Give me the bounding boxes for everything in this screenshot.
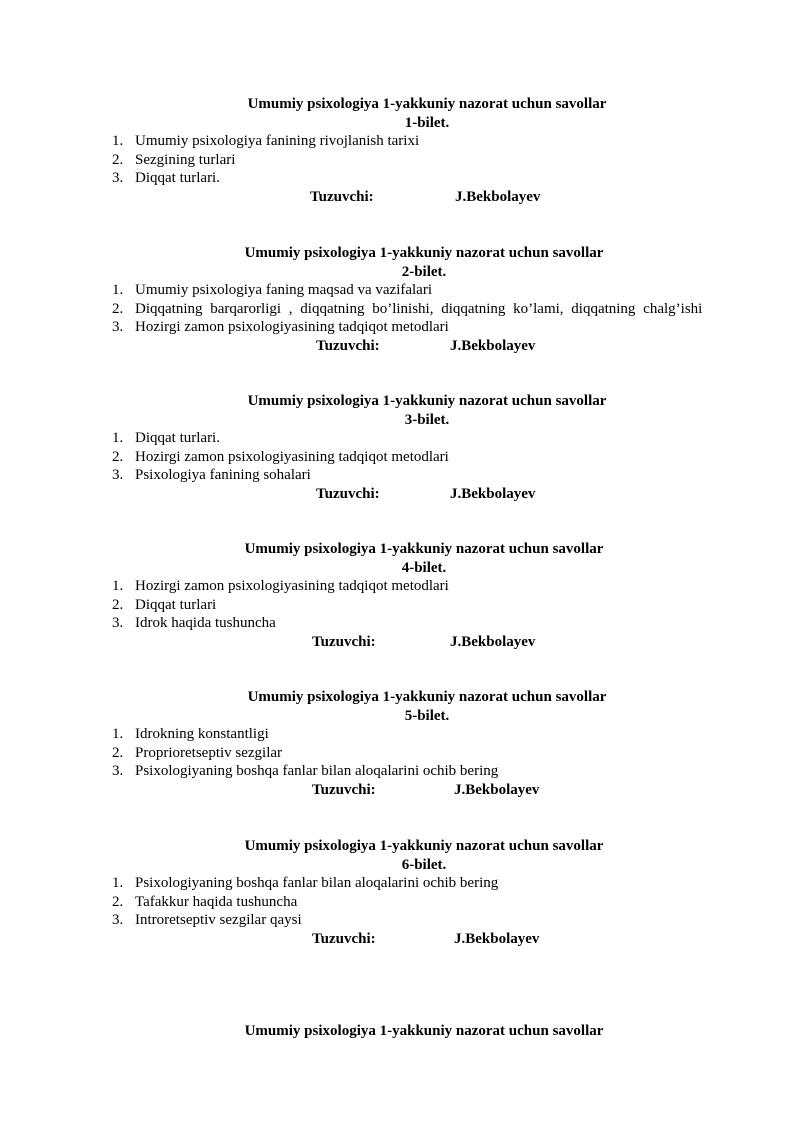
- author-line: [112, 781, 752, 800]
- ticket-number: 1-bilet.: [404, 114, 450, 131]
- question-number: 2.: [112, 448, 124, 465]
- question-text: Diqqat turlari.: [135, 170, 220, 186]
- question-text: Hozirgi zamon psixologiyasining tadqiqot metodlari: [135, 319, 449, 335]
- question-number: 1.: [112, 726, 124, 742]
- ticket-6: [112, 837, 752, 948]
- question-item: [112, 300, 752, 319]
- ticket-title: Umumiy psixologiya 1-yakkuniy nazorat uchun savollar: [247, 96, 607, 112]
- question-number: 3.: [112, 615, 124, 631]
- author-label: Tuzuvchi:: [312, 930, 376, 947]
- question-list: [112, 725, 752, 781]
- question-number: 3.: [112, 467, 124, 483]
- question-number: 3.: [112, 319, 124, 335]
- question-item: [112, 132, 752, 151]
- author-line: [112, 930, 752, 949]
- ticket-title: Umumiy psixologiya 1-yakkuniy nazorat uchun savollar: [247, 689, 607, 705]
- question-item: [112, 596, 752, 615]
- author-line: [112, 485, 752, 504]
- author-name: J.Bekbolayev: [450, 337, 536, 354]
- question-list: [112, 281, 752, 337]
- author-line: [112, 188, 752, 207]
- author-line: [112, 337, 752, 356]
- question-text: Hozirgi zamon psixologiyasining tadqiqot metodlari: [135, 448, 449, 465]
- question-number: 2.: [112, 744, 124, 761]
- ticket-number: 2-bilet.: [401, 263, 447, 280]
- question-item: [112, 466, 752, 485]
- question-text: Umumiy psixologiya fanining rivojlanish tarixi: [135, 133, 420, 149]
- author-name: J.Bekbolayev: [455, 188, 541, 205]
- question-item: [112, 744, 752, 763]
- question-item: [112, 318, 752, 337]
- question-item: [112, 874, 752, 893]
- ticket-title: Umumiy psixologiya 1-yakkuniy nazorat uchun savollar: [244, 838, 604, 854]
- author-label: Tuzuvchi:: [312, 633, 376, 650]
- question-number: 2.: [112, 596, 124, 613]
- question-text: Hozirgi zamon psixologiyasining tadqiqot metodlari: [135, 578, 449, 594]
- question-number: 3.: [112, 912, 124, 928]
- question-text: Sezgining turlari: [135, 151, 236, 168]
- author-label: Tuzuvchi:: [316, 485, 380, 502]
- question-number: 2.: [112, 300, 124, 317]
- ticket-1: [112, 95, 752, 206]
- author-label: Tuzuvchi:: [312, 781, 376, 798]
- ticket-number: 3-bilet.: [404, 411, 450, 428]
- question-number: 1.: [112, 282, 124, 298]
- question-item: [112, 577, 752, 596]
- question-item: [112, 429, 752, 448]
- question-item: [112, 893, 752, 912]
- author-label: Tuzuvchi:: [316, 337, 380, 354]
- question-list: [112, 429, 752, 485]
- question-list: [112, 577, 752, 633]
- question-list: [112, 132, 752, 188]
- ticket-4: [112, 540, 752, 651]
- question-number: 1.: [112, 578, 124, 594]
- author-name: J.Bekbolayev: [450, 485, 536, 502]
- question-item: [112, 725, 752, 744]
- ticket-title: Umumiy psixologiya 1-yakkuniy nazorat uchun savollar: [247, 393, 607, 409]
- ticket-number: 4-bilet.: [401, 559, 447, 576]
- question-item: [112, 281, 752, 300]
- question-list: [112, 874, 752, 930]
- ticket-7: [112, 1022, 752, 1041]
- question-item: [112, 169, 752, 188]
- ticket-title: Umumiy psixologiya 1-yakkuniy nazorat uchun savollar: [244, 245, 604, 261]
- ticket-number: 6-bilet.: [401, 856, 447, 873]
- ticket-3: [112, 392, 752, 503]
- ticket-title: Umumiy psixologiya 1-yakkuniy nazorat uchun savollar: [244, 541, 604, 557]
- question-text: Psixologiyaning boshqa fanlar bilan aloqalarini ochib bering: [135, 875, 499, 891]
- question-item: [112, 614, 752, 633]
- question-text: Diqqatning barqarorligi , diqqatning bo’linishi, diqqatning ko’lami, diqqatning chalg’ishi: [135, 300, 703, 317]
- question-item: [112, 151, 752, 170]
- question-text: Umumiy psixologiya faning maqsad va vazifalari: [135, 282, 433, 298]
- question-item: [112, 448, 752, 467]
- author-name: J.Bekbolayev: [454, 781, 540, 798]
- question-number: 1.: [112, 430, 124, 446]
- question-text: Diqqat turlari.: [135, 430, 220, 446]
- question-number: 2.: [112, 893, 124, 910]
- question-number: 3.: [112, 170, 124, 186]
- question-text: Psixologiya fanining sohalari: [135, 467, 311, 483]
- author-name: J.Bekbolayev: [450, 633, 536, 650]
- question-number: 1.: [112, 133, 124, 149]
- ticket-title: Umumiy psixologiya 1-yakkuniy nazorat uchun savollar: [244, 1023, 604, 1039]
- question-text: Tafakkur haqida tushuncha: [135, 893, 298, 910]
- question-text: Diqqat turlari: [135, 596, 217, 613]
- question-item: [112, 762, 752, 781]
- question-number: 2.: [112, 151, 124, 168]
- question-text: Proprioretseptiv sezgilar: [135, 744, 283, 761]
- author-label: Tuzuvchi:: [310, 188, 374, 205]
- question-text: Idrok haqida tushuncha: [135, 615, 276, 631]
- question-number: 3.: [112, 763, 124, 779]
- ticket-number: 5-bilet.: [404, 707, 450, 724]
- question-item: [112, 911, 752, 930]
- question-text: Psixologiyaning boshqa fanlar bilan aloqalarini ochib bering: [135, 763, 499, 779]
- ticket-5: [112, 688, 752, 799]
- question-number: 1.: [112, 875, 124, 891]
- question-text: Introretseptiv sezgilar qaysi: [135, 912, 302, 928]
- ticket-2: [112, 244, 752, 355]
- question-text: Idrokning konstantligi: [135, 726, 269, 742]
- author-line: [112, 633, 752, 652]
- author-name: J.Bekbolayev: [454, 930, 540, 947]
